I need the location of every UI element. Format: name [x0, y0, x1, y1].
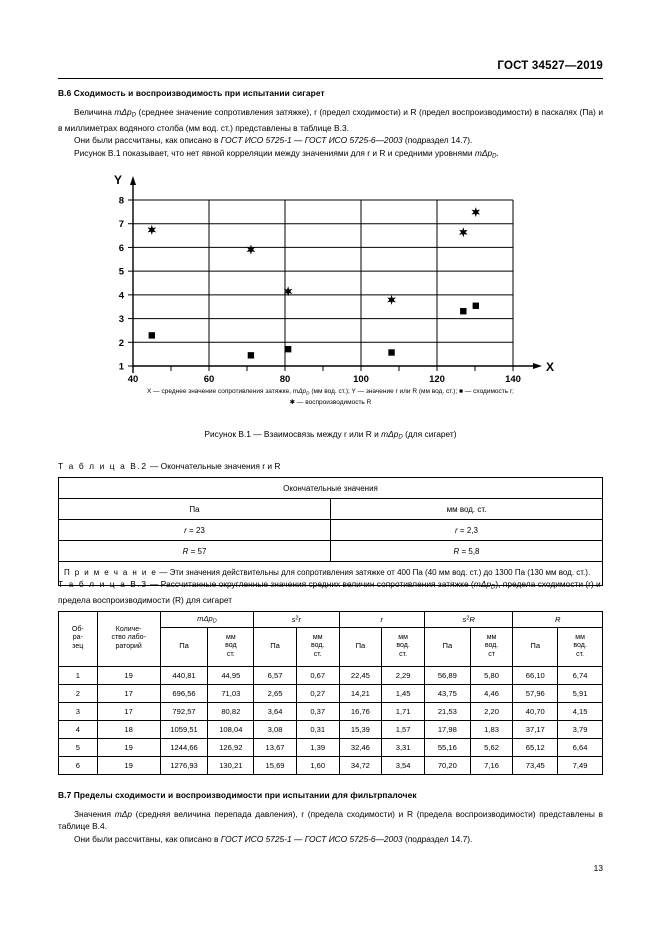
p3-symbol: mΔp [474, 147, 493, 158]
table-cell: 57,96 [513, 684, 558, 702]
table-cell: 7,16 [470, 756, 513, 774]
table-cell: 1,57 [382, 720, 425, 738]
p1-subscript: D [131, 112, 137, 119]
table-cell: 5,91 [558, 684, 603, 702]
table-cell: 0,67 [296, 666, 339, 684]
table-cell: 15,69 [254, 756, 297, 774]
x-axis-label: X [546, 360, 555, 374]
table-b3-title-rest-a: — Рассчитанные округленные значения средних величин сопротивления затяжке ( [147, 579, 474, 589]
table-cell: 126,92 [208, 738, 254, 756]
table-b3-title-subscript: D [490, 584, 496, 591]
table-b3-block [58, 578, 603, 775]
table-cell: 440,81 [160, 666, 208, 684]
table-row [59, 541, 603, 562]
p1-symbol: mΔp [114, 107, 132, 117]
p2-reference: ГОСТ ИСО 5725-1 — ГОСТ ИСО 5725-6—2003 [220, 135, 403, 146]
table-b3-group-mdp: mΔp$_D$ [160, 611, 254, 627]
section-b6-heading: В.6 Сходимость и воспроизводимость при испытании сигарет [58, 88, 325, 98]
figure-legend [58, 387, 603, 407]
table-b3-title-label: Т а б л и ц а В.3 [58, 579, 148, 589]
table-cell: 0,31 [296, 720, 339, 738]
table-cell: 7,49 [558, 756, 603, 774]
table-cell: 1,60 [296, 756, 339, 774]
section-b6 [58, 88, 603, 163]
section-b7-paragraph-1 [58, 808, 603, 833]
section-b7 [58, 790, 603, 845]
y-tick-label: 4 [118, 290, 124, 302]
legend-star-text: — воспроизводимость R [295, 398, 372, 406]
b7-p2-post: (подраздел 14.7). [402, 833, 473, 844]
table-cell: 70,20 [424, 756, 470, 774]
table-cell: 1,45 [382, 684, 425, 702]
page-number: 13 [593, 863, 603, 873]
y-tick-label: 1 [118, 361, 124, 373]
table-cell: 1,83 [470, 720, 513, 738]
table-cell: 0,37 [296, 702, 339, 720]
table-b3-group-header-row [59, 611, 603, 627]
table-row [59, 756, 603, 774]
figure-caption [58, 429, 603, 441]
table-b3-unit-pa: Па [339, 627, 382, 666]
table-b3-group-r: r [339, 611, 424, 627]
p2-pre: Они были рассчитаны, как описано в [74, 135, 221, 146]
table-cell: 1,71 [382, 702, 425, 720]
data-point-square [473, 303, 479, 309]
data-point-star [387, 295, 396, 305]
p1-pre: Величина [74, 107, 115, 117]
table-row [59, 738, 603, 756]
table-cell: 3,08 [254, 720, 297, 738]
table-cell: 6,57 [254, 666, 297, 684]
table-b3-group-s2r: $s^2r$ [254, 611, 339, 627]
section-b6-paragraph-3 [58, 147, 603, 163]
table-cell: 5,62 [470, 738, 513, 756]
data-point-star [471, 207, 480, 217]
table-cell: 2,20 [470, 702, 513, 720]
y-tick-label: 7 [118, 219, 124, 231]
table-b3-title-symbol: mΔp [473, 579, 491, 589]
table-cell: 22,45 [339, 666, 382, 684]
table-cell: 34,72 [339, 756, 382, 774]
data-point-star [147, 225, 156, 235]
table-b3 [58, 611, 603, 775]
table-cell: 1244,66 [160, 738, 208, 756]
table-b3-unit-pa: Па [160, 627, 208, 666]
table-cell: 4 [59, 720, 98, 738]
table-b2-title-label: Т а б л и ц а В.2 [58, 461, 148, 471]
table-cell: 19 [97, 666, 160, 684]
p3-subscript: D [492, 153, 497, 160]
table-cell: 1276,93 [160, 756, 208, 774]
x-tick-label: 60 [203, 374, 215, 383]
table-cell: 5,80 [470, 666, 513, 684]
chart-svg [58, 168, 603, 383]
table-b3-group-s2R: $s^2R$ [424, 611, 512, 627]
x-tick-label: 40 [127, 374, 139, 383]
figure-b1 [58, 168, 603, 441]
table-cell: 73,45 [513, 756, 558, 774]
table-cell: 1 [59, 666, 98, 684]
y-axis-label: Y [114, 173, 123, 187]
table-cell: 56,89 [424, 666, 470, 684]
table-b2-note: П р и м е ч а н и е — Эти значения действительны для сопротивления затяжке от 400 Па (40 мм вод. ст.) до 1300 Па (130 мм вод. ст.). [59, 562, 603, 586]
table-cell: 32,46 [339, 738, 382, 756]
table-cell: 0,27 [296, 684, 339, 702]
cap-pre: Рисунок В.1 — Взаимосвязь между r или R и [204, 429, 382, 440]
p3-post: . [496, 147, 499, 158]
table-cell: 3 [59, 702, 98, 720]
section-b7-paragraph-2 [58, 833, 603, 845]
table-b3-unit-pa: Па [513, 627, 558, 666]
table-cell: 696,56 [160, 684, 208, 702]
table-b3-unit-mm: мм вод. ст. [382, 627, 425, 666]
legend-square-marker-icon: ■ [459, 388, 464, 395]
table-b3-unit-mm: мм вод ст. [208, 627, 254, 666]
table-cell: 108,04 [208, 720, 254, 738]
table-b3-header-sample: Об- ра- зец [59, 611, 98, 666]
table-cell: 16,76 [339, 702, 382, 720]
y-tick-label: 6 [118, 242, 124, 254]
table-b3-title [58, 578, 603, 606]
data-point-square [248, 352, 254, 358]
table-cell: R = 57 [59, 541, 331, 562]
standard-number-header: ГОСТ 34527—2019 [497, 60, 603, 72]
table-cell: 4,46 [470, 684, 513, 702]
y-tick-label: 5 [118, 266, 124, 278]
legend-star-marker-icon: ✱ [289, 398, 296, 406]
table-b2-block [58, 460, 603, 586]
y-tick-label: 2 [118, 337, 124, 349]
header-rule [58, 78, 603, 79]
x-tick-label: 140 [505, 374, 521, 383]
table-cell: R = 5,8 [331, 541, 603, 562]
table-row [59, 684, 603, 702]
table-cell: 21,53 [424, 702, 470, 720]
table-cell: 2,65 [254, 684, 297, 702]
b7-p1-symbol: mΔp [114, 809, 132, 819]
table-cell: 65,12 [513, 738, 558, 756]
x-tick-label: 80 [279, 374, 291, 383]
table-cell: 17 [97, 702, 160, 720]
table-cell: 44,95 [208, 666, 254, 684]
p2-post: (подраздел 14.7). [402, 135, 473, 146]
table-cell: 3,79 [558, 720, 603, 738]
table-cell: 13,67 [254, 738, 297, 756]
table-b3-header-labs: Количе- ство лабо- раторий [97, 611, 160, 666]
table-cell: 15,39 [339, 720, 382, 738]
table-b3-unit-mm: мм вод. ст [470, 627, 513, 666]
table-b2 [58, 477, 603, 586]
table-b3-group-R: R [513, 611, 603, 627]
table-cell: 19 [97, 738, 160, 756]
table-cell: 6 [59, 756, 98, 774]
table-cell: 17 [97, 684, 160, 702]
table-b3-unit-mm: мм вод. ст. [296, 627, 339, 666]
table-cell: 3,54 [382, 756, 425, 774]
section-b6-paragraph-2 [58, 134, 603, 146]
table-b3-title-rest-b: ), предела сходимости (r) и предела воспроизводимости (R) для сигарет [58, 579, 601, 605]
table-row [59, 666, 603, 684]
cap-symbol: mΔp [381, 429, 399, 440]
table-cell: 80,82 [208, 702, 254, 720]
table-b2-span-header-row [59, 478, 603, 499]
table-b2-span-header: Окончательные значения [59, 478, 603, 499]
table-cell: 1059,51 [160, 720, 208, 738]
table-cell: 5 [59, 738, 98, 756]
table-cell: 40,70 [513, 702, 558, 720]
y-tick-label: 3 [118, 314, 124, 326]
table-cell: 4,15 [558, 702, 603, 720]
cap-subscript: D [398, 434, 403, 441]
table-row [59, 520, 603, 541]
table-cell: r = 23 [59, 520, 331, 541]
table-cell: r = 2,3 [331, 520, 603, 541]
table-cell: 3,64 [254, 702, 297, 720]
table-b2-column-header-row [59, 499, 603, 520]
legend-square-text: — сходимость r; [463, 388, 514, 395]
data-point-square [388, 349, 394, 355]
section-b6-paragraph-1 [58, 106, 603, 134]
table-cell: 792,57 [160, 702, 208, 720]
legend-x-symbol: mΔp [292, 388, 307, 395]
table-b3-unit-pa: Па [424, 627, 470, 666]
y-tick-label: 8 [118, 195, 124, 207]
data-point-square [149, 332, 155, 338]
p3-pre: Рисунок В.1 показывает, что нет явной корреляции между значениями для r и R и средними уровнями [74, 147, 475, 158]
b7-p2-reference: ГОСТ ИСО 5725-1 — ГОСТ ИСО 5725-6—2003 [220, 833, 403, 844]
table-cell: 6,74 [558, 666, 603, 684]
table-cell: 130,21 [208, 756, 254, 774]
table-cell: 18 [97, 720, 160, 738]
table-cell: 6,64 [558, 738, 603, 756]
table-cell: 14,21 [339, 684, 382, 702]
table-row [59, 702, 603, 720]
table-cell: 55,16 [424, 738, 470, 756]
b7-p1-pre: Значения [74, 809, 115, 819]
p1-post: (среднее значение сопротивления затяжке), r (предел сходимости) и R (предел воспроизводимости) в паскалях (Па) и в миллиметрах водяного столба (мм вод. ст.) представлены в таблице В.3. [58, 107, 603, 133]
legend-x-subscript: D [306, 390, 310, 396]
data-point-square [285, 346, 291, 352]
data-point-star [247, 245, 256, 255]
scatter-chart [58, 168, 603, 383]
data-point-square [460, 308, 466, 314]
table-b2-column-header: мм вод. ст. [331, 499, 603, 520]
table-b2-title [58, 460, 603, 472]
table-cell: 17,98 [424, 720, 470, 738]
table-cell: 66,10 [513, 666, 558, 684]
table-cell: 37,17 [513, 720, 558, 738]
table-cell: 1,39 [296, 738, 339, 756]
table-cell: 2 [59, 684, 98, 702]
cap-post: (для сигарет) [402, 429, 457, 440]
table-cell: 43,75 [424, 684, 470, 702]
table-b2-column-header: Па [59, 499, 331, 520]
table-cell: 71,03 [208, 684, 254, 702]
table-cell: 2,29 [382, 666, 425, 684]
y-axis-arrow [130, 176, 136, 185]
legend-x-pre: X — среднее значение сопротивления затяжке, [147, 388, 293, 395]
b7-p1-post: (средняя величина перепада давления), r (предела сходимости) и R (предела воспроизводимости) представлены в таблице В.4. [58, 809, 603, 832]
legend-x-post: (мм вод. ст.); Y — значение r или R (мм вод. ст.); [309, 388, 460, 395]
table-b3-unit-mm: мм вод. ст. [558, 627, 603, 666]
x-tick-label: 120 [429, 374, 445, 383]
b7-p2-pre: Они были рассчитаны, как описано в [74, 833, 221, 844]
table-cell: 19 [97, 756, 160, 774]
x-axis-arrow [533, 363, 542, 369]
table-b3-unit-pa: Па [254, 627, 297, 666]
data-point-star [459, 227, 468, 237]
table-row [59, 720, 603, 738]
table-b2-title-rest: — Окончательные значения r и R [147, 461, 281, 471]
section-b7-heading: В.7 Пределы сходимости и воспроизводимости при испытании для фильтрпалочек [58, 790, 417, 800]
x-tick-label: 100 [353, 374, 369, 383]
table-cell: 3,31 [382, 738, 425, 756]
